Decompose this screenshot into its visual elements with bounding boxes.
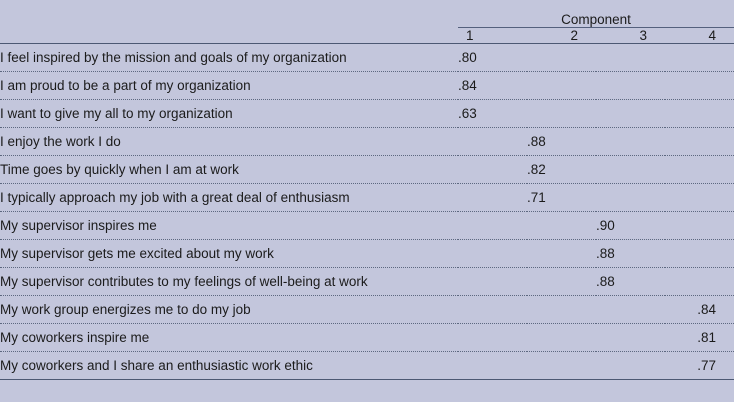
- row-loading-3: .88: [596, 240, 665, 268]
- row-loading-1: [458, 156, 527, 184]
- row-loading-3: [596, 296, 665, 324]
- row-loading-2: [527, 296, 596, 324]
- table-row: [0, 156, 734, 184]
- row-loading-2: [527, 212, 596, 240]
- row-loading-4: [665, 212, 734, 240]
- row-loading-2: .82: [527, 156, 596, 184]
- row-loading-2: [527, 352, 596, 380]
- row-loading-2: [527, 100, 596, 128]
- row-item-label: My coworkers inspire me: [0, 324, 458, 352]
- component-header-row: [0, 12, 734, 27]
- table-row: [0, 184, 734, 212]
- empty-corner-cell: [0, 12, 458, 27]
- row-loading-3: [596, 352, 665, 380]
- row-loading-3: [596, 44, 665, 72]
- row-loading-2: [527, 240, 596, 268]
- row-loading-3: .90: [596, 212, 665, 240]
- table-row: [0, 100, 734, 128]
- spacer-cell: [0, 0, 458, 12]
- spacer-cell-right: [458, 0, 734, 12]
- component-group-header: Component: [561, 12, 631, 27]
- table-row: [0, 324, 734, 352]
- row-loading-4: [665, 44, 734, 72]
- row-loading-2: .71: [527, 184, 596, 212]
- row-loading-2: [527, 44, 596, 72]
- row-loading-3: [596, 156, 665, 184]
- row-loading-1: [458, 268, 527, 296]
- row-loading-2: [527, 72, 596, 100]
- row-loading-2: [527, 268, 596, 296]
- row-loading-3: [596, 72, 665, 100]
- column-header-4: 4: [708, 28, 716, 43]
- row-item-label: I want to give my all to my organization: [0, 100, 458, 128]
- row-loading-4: .81: [665, 324, 734, 352]
- table-row: [0, 240, 734, 268]
- row-loading-4: [665, 156, 734, 184]
- row-loading-3: [596, 100, 665, 128]
- row-loading-3: .88: [596, 268, 665, 296]
- row-item-label: My supervisor inspires me: [0, 212, 458, 240]
- table-row: [0, 72, 734, 100]
- row-loading-4: [665, 128, 734, 156]
- row-loading-1: .80: [458, 44, 527, 72]
- row-item-label: My work group energizes me to do my job: [0, 296, 458, 324]
- row-loading-1: [458, 184, 527, 212]
- row-loading-2: .88: [527, 128, 596, 156]
- row-item-label: I enjoy the work I do: [0, 128, 458, 156]
- row-loading-4: [665, 100, 734, 128]
- row-loading-1: [458, 128, 527, 156]
- column-header-3: 3: [639, 28, 647, 43]
- row-item-label: Time goes by quickly when I am at work: [0, 156, 458, 184]
- row-item-label: I feel inspired by the mission and goals of my organization: [0, 44, 458, 72]
- row-loading-3: [596, 184, 665, 212]
- empty-header-cell: [0, 28, 458, 44]
- row-loading-4: [665, 240, 734, 268]
- bottom-rule-cell: [0, 379, 734, 380]
- table-row: [0, 128, 734, 156]
- row-loading-1: .63: [458, 100, 527, 128]
- table-row: [0, 44, 734, 72]
- column-number-row: [0, 28, 734, 44]
- row-loading-4: [665, 184, 734, 212]
- row-loading-1: [458, 324, 527, 352]
- row-item-label: My coworkers and I share an enthusiastic work ethic: [0, 358, 313, 373]
- row-loading-3: [596, 324, 665, 352]
- row-loading-1: [458, 296, 527, 324]
- table-bottom-rule: [0, 379, 734, 380]
- header-spacer-row: [0, 0, 734, 12]
- row-item-label: My supervisor contributes to my feelings of well-being at work: [0, 268, 458, 296]
- row-loading-1: .84: [458, 72, 527, 100]
- row-item-label: I am proud to be a part of my organization: [0, 72, 458, 100]
- column-header-1: 1: [466, 28, 474, 43]
- table-row: [0, 352, 734, 380]
- table-row: [0, 212, 734, 240]
- column-header-2: 2: [570, 28, 578, 43]
- row-loading-4: .84: [665, 296, 734, 324]
- row-item-label: I typically approach my job with a great deal of enthusiasm: [0, 184, 458, 212]
- table-row: [0, 296, 734, 324]
- row-loading-1: [458, 240, 527, 268]
- row-loading-1: [458, 212, 527, 240]
- row-item-label: My supervisor gets me excited about my work: [0, 240, 458, 268]
- row-loading-4: .77: [697, 358, 716, 373]
- row-loading-1: [458, 352, 527, 380]
- row-loading-4: [665, 72, 734, 100]
- row-loading-2: [527, 324, 596, 352]
- row-loading-4: [665, 268, 734, 296]
- table-row: [0, 268, 734, 296]
- row-loading-3: [596, 128, 665, 156]
